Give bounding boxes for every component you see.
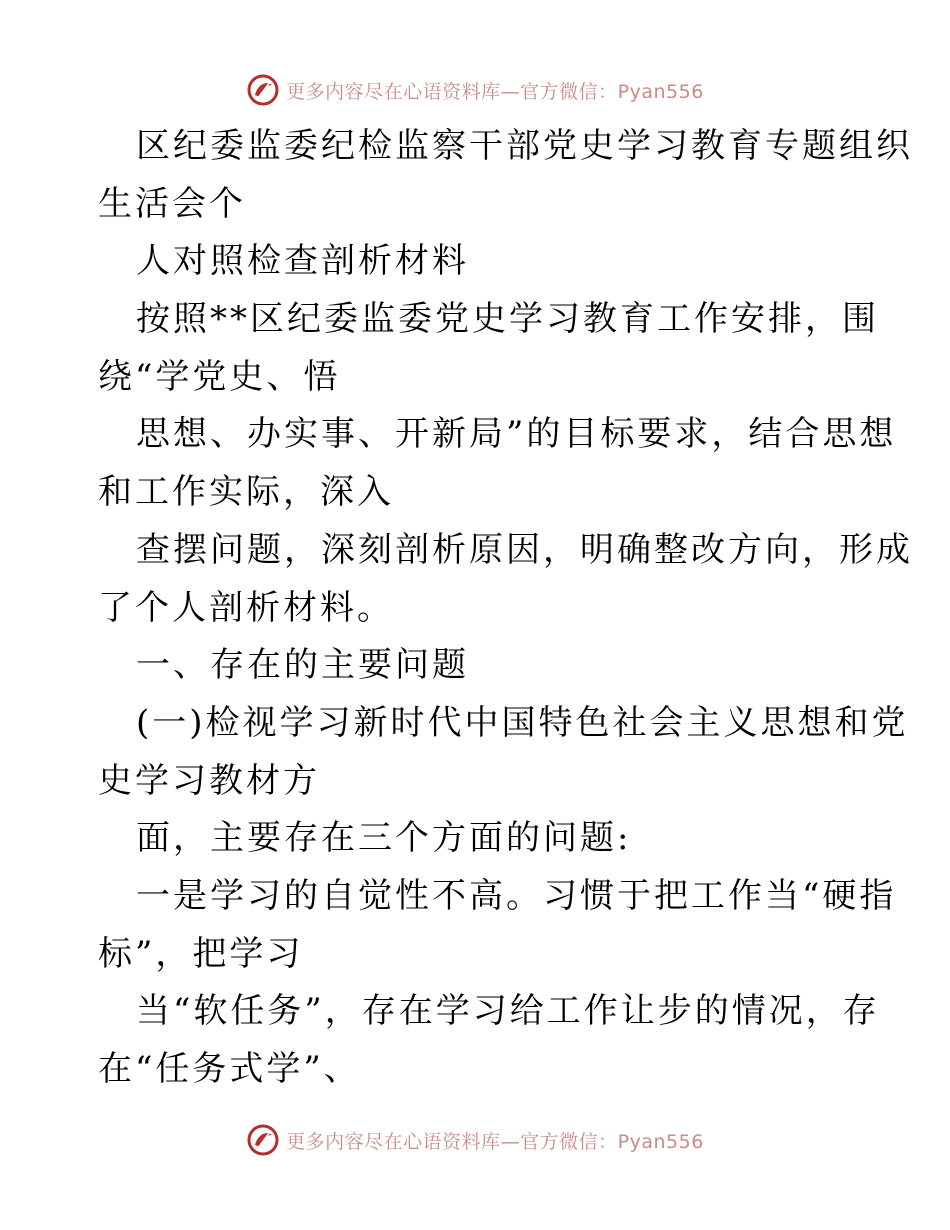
text-line: (一)检视学习新时代中国特色社会主义思想和党 [136, 702, 909, 743]
text-line: 生活会个 [98, 183, 246, 224]
text-line: 史学习教材方 [98, 760, 320, 801]
footer-watermark [0, 1120, 950, 1160]
watermark-text: 更多内容尽在心语资料库—官方微信：Pyan556 [286, 1130, 704, 1153]
text-line: 一、存在的主要问题 [136, 645, 469, 686]
text-line: 区纪委监委纪检监察干部党史学习教育专题组织 [136, 126, 913, 166]
text-line: 查摆问题，深刻剖析原因，明确整改方向，形成 [136, 529, 913, 570]
text-line: 面，主要存在三个方面的问题: [136, 818, 632, 859]
text-line: 了个人剖析材料。 [98, 587, 394, 628]
text-line: 一是学习的自觉性不高。习惯于把工作当“硬指 [136, 875, 897, 916]
document-body [98, 118, 913, 1099]
text-line: 绕“学党史、悟 [98, 356, 341, 397]
text-line: 标”，把学习 [98, 933, 304, 974]
text-line: 和工作实际，深入 [98, 472, 394, 513]
logo-seal-icon [246, 73, 280, 107]
logo-seal-icon [246, 1123, 280, 1157]
text-line: 按照**区纪委监委党史学习教育工作安排，围 [136, 299, 879, 340]
text-line: 思想、办实事、开新局”的目标要求，结合思想 [136, 414, 897, 455]
header-watermark [0, 70, 950, 110]
text-line: 人对照检查剖析材料 [136, 241, 469, 282]
watermark-text: 更多内容尽在心语资料库—官方微信：Pyan556 [286, 80, 704, 103]
text-line: 当“软任务”，存在学习给工作让步的情况，存 [136, 991, 880, 1032]
text-line: 在“任务式学”、 [98, 1049, 361, 1089]
